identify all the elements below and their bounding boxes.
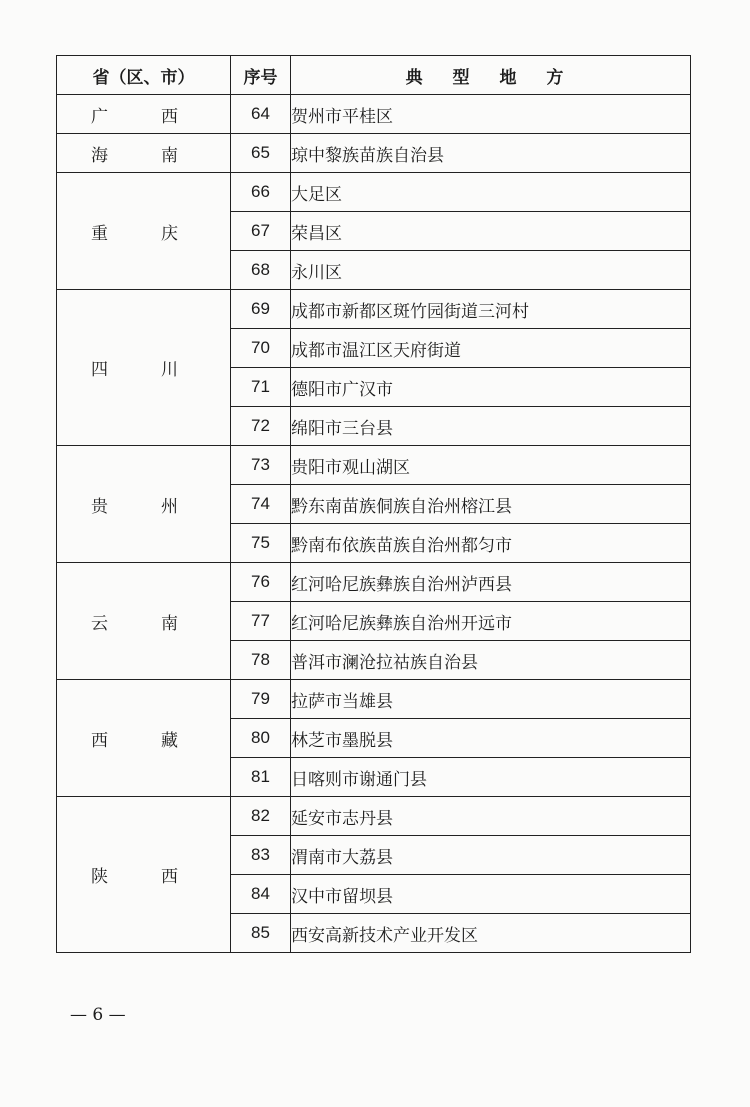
number-cell: 64: [231, 95, 291, 134]
place-cell: 西安高新技术产业开发区: [291, 914, 691, 953]
place-cell: 黔南布依族苗族自治州都匀市: [291, 524, 691, 563]
table-row: [57, 173, 691, 212]
table-row: [57, 680, 691, 719]
number-cell: 83: [231, 836, 291, 875]
place-cell: 贺州市平桂区: [291, 95, 691, 134]
number-cell: 65: [231, 134, 291, 173]
number-cell: 78: [231, 641, 291, 680]
number-cell: 84: [231, 875, 291, 914]
province-cell: 四 川: [57, 290, 231, 446]
place-cell: 德阳市广汉市: [291, 368, 691, 407]
place-cell: 汉中市留坝县: [291, 875, 691, 914]
province-cell: 云 南: [57, 563, 231, 680]
number-cell: 82: [231, 797, 291, 836]
number-cell: 67: [231, 212, 291, 251]
number-cell: 69: [231, 290, 291, 329]
place-cell: 普洱市澜沧拉祜族自治县: [291, 641, 691, 680]
table-row: [57, 797, 691, 836]
place-cell: 绵阳市三台县: [291, 407, 691, 446]
place-cell: 永川区: [291, 251, 691, 290]
number-cell: 85: [231, 914, 291, 953]
place-cell: 林芝市墨脱县: [291, 719, 691, 758]
header-province: 省（区、市）: [57, 56, 231, 95]
page-number: — 6 —: [70, 1005, 126, 1025]
province-cell: 重 庆: [57, 173, 231, 290]
number-cell: 77: [231, 602, 291, 641]
place-cell: 黔东南苗族侗族自治州榕江县: [291, 485, 691, 524]
province-cell: 广 西: [57, 95, 231, 134]
place-cell: 渭南市大荔县: [291, 836, 691, 875]
place-cell: 红河哈尼族彝族自治州泸西县: [291, 563, 691, 602]
place-cell: 成都市新都区斑竹园街道三河村: [291, 290, 691, 329]
number-cell: 74: [231, 485, 291, 524]
header-number: 序号: [231, 56, 291, 95]
number-cell: 75: [231, 524, 291, 563]
number-cell: 72: [231, 407, 291, 446]
number-cell: 76: [231, 563, 291, 602]
number-cell: 80: [231, 719, 291, 758]
place-cell: 琼中黎族苗族自治县: [291, 134, 691, 173]
table-row: [57, 95, 691, 134]
table-row: [57, 134, 691, 173]
place-cell: 拉萨市当雄县: [291, 680, 691, 719]
number-cell: 71: [231, 368, 291, 407]
table-row: [57, 446, 691, 485]
table-row: [57, 290, 691, 329]
province-cell: 贵 州: [57, 446, 231, 563]
place-cell: 日喀则市谢通门县: [291, 758, 691, 797]
place-cell: 红河哈尼族彝族自治州开远市: [291, 602, 691, 641]
places-table: [56, 55, 691, 953]
place-cell: 延安市志丹县: [291, 797, 691, 836]
province-cell: 海 南: [57, 134, 231, 173]
number-cell: 73: [231, 446, 291, 485]
number-cell: 79: [231, 680, 291, 719]
province-cell: 西 藏: [57, 680, 231, 797]
number-cell: 70: [231, 329, 291, 368]
number-cell: 66: [231, 173, 291, 212]
header-place: 典 型 地 方: [291, 56, 691, 95]
number-cell: 68: [231, 251, 291, 290]
place-cell: 大足区: [291, 173, 691, 212]
table-row: [57, 563, 691, 602]
header-row: [57, 56, 691, 95]
place-cell: 成都市温江区天府街道: [291, 329, 691, 368]
place-cell: 贵阳市观山湖区: [291, 446, 691, 485]
number-cell: 81: [231, 758, 291, 797]
province-cell: 陕 西: [57, 797, 231, 953]
place-cell: 荣昌区: [291, 212, 691, 251]
